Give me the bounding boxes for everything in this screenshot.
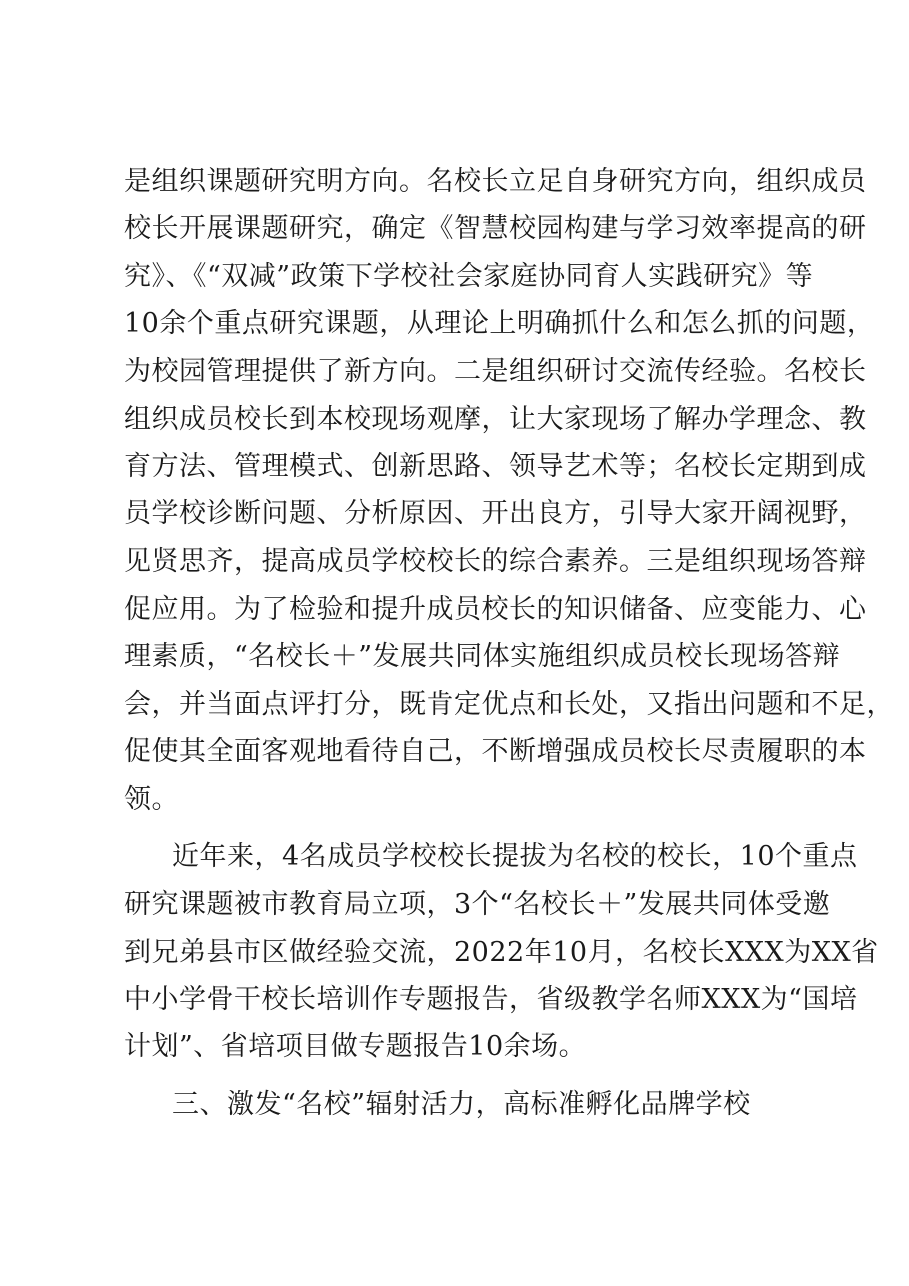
paragraph-1-line-6: 组织成员校长到本校现场观摩，让大家现场了解办学理念、教 (124, 404, 867, 435)
paragraph-1-line-11: 理素质，“名校长＋”发展共同体实施组织成员校长现场答辩 (124, 641, 841, 672)
paragraph-1-line-14: 领。 (124, 784, 179, 815)
paragraph-2-line-4: 中小学骨干校长培训作专题报告，省级教学名师XXX为“国培 (124, 984, 858, 1015)
paragraph-2-line-3: 到兄弟县市区做经验交流，2022年10月，名校长XXX为XX省 (124, 937, 879, 968)
paragraph-2-line-1: 近年来，4名成员学校校长提拔为名校的校长，10个重点 (172, 841, 858, 872)
paragraph-1-line-2: 校长开展课题研究，确定《智慧校园构建与学习效率提高的研 (124, 213, 867, 244)
paragraph-1-line-4: 10余个重点研究课题，从理论上明确抓什么和怎么抓的问题， (124, 308, 875, 339)
paragraph-2-line-5: 计划”、省培项目做专题报告10余场。 (124, 1031, 587, 1062)
paragraph-1-line-1: 是组织课题研究明方向。名校长立足自身研究方向，组织成员 (124, 166, 867, 197)
paragraph-1-line-13: 促使其全面客观地看待自己，不断增强成员校长尽责履职的本 (124, 736, 867, 767)
section-heading-3: 三、激发“名校”辐射活力，高标准孵化品牌学校 (172, 1089, 751, 1120)
paragraph-2-line-2: 研究课题被市教育局立项，3个“名校长＋”发展共同体受邀 (124, 889, 831, 920)
paragraph-1-line-7: 育方法、管理模式、创新思路、领导艺术等；名校长定期到成 (124, 451, 867, 482)
paragraph-1-line-10: 促应用。为了检验和提升成员校长的知识储备、应变能力、心 (124, 594, 867, 625)
paragraph-1-line-12: 会，并当面点评打分，既肯定优点和长处，又指出问题和不足， (124, 689, 894, 720)
paragraph-1-line-3: 究》、《“双减”政策下学校社会家庭协同育人实践研究》等 (124, 261, 814, 292)
paragraph-1-line-9: 见贤思齐，提高成员学校校长的综合素养。三是组织现场答辩 (124, 546, 867, 577)
paragraph-1-line-5: 为校园管理提供了新方向。二是组织研讨交流传经验。名校长 (124, 356, 867, 387)
paragraph-1-line-8: 员学校诊断问题、分析原因、开出良方，引导大家开阔视野， (124, 498, 867, 529)
